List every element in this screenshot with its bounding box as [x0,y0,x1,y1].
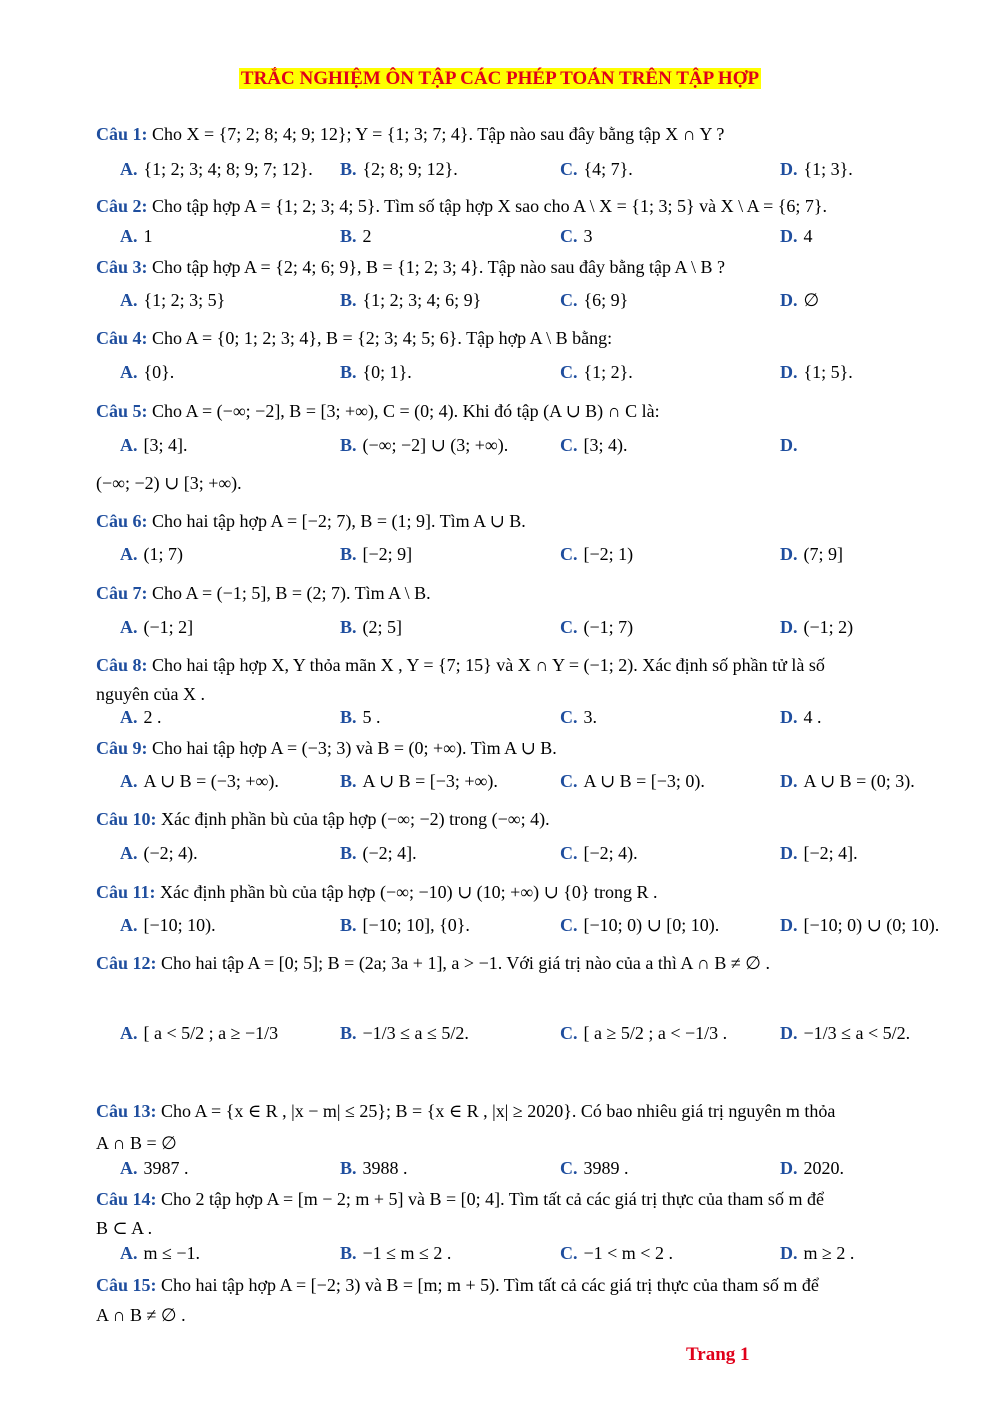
option-c[interactable]: C. (−1; 7) [560,617,634,637]
option-a[interactable]: A. [ a < 5/2 ; a ≥ −1/3 [120,1023,279,1043]
option-c[interactable]: C. [ a ≥ 5/2 ; a < −1/3 . [560,1023,728,1043]
option-a[interactable]: A. {1; 2; 3; 4; 8; 9; 7; 12}. [120,159,313,179]
question-8: Câu 8: Cho hai tập hợp X, Y thỏa mãn X , Y = {7; 15} và X ∩ Y = (−1; 2). Xác định số phần tử là số [96,655,825,675]
option-c[interactable]: C. [−2; 4). [560,843,638,863]
question-15: Câu 15: Cho hai tập hợp A = [−2; 3) và B = [m; m + 5). Tìm tất cả các giá trị thực của tham số m để [96,1275,819,1295]
option-b[interactable]: B. 5 . [340,707,381,727]
option-d[interactable]: D. [−10; 0) ∪ (0; 10). [780,915,940,935]
question-14-continuation: B ⊂ A . [96,1218,153,1238]
question-4: Câu 4: Cho A = {0; 1; 2; 3; 4}, B = {2; 3; 4; 5; 6}. Tập hợp A \ B bằng: [96,328,613,348]
question-14: Câu 14: Cho 2 tập hợp A = [m − 2; m + 5] và B = [0; 4]. Tìm tất cả các giá trị thực của tham số m để [96,1189,824,1209]
option-b[interactable]: B. A ∪ B = [−3; +∞). [340,771,498,791]
option-a[interactable]: A. A ∪ B = (−3; +∞). [120,771,279,791]
page-number: Trang 1 [686,1344,750,1365]
option-d[interactable]: D. (7; 9] [780,544,843,564]
question-1: Câu 1: Cho X = {7; 2; 8; 4; 9; 12}; Y = {1; 3; 7; 4}. Tập nào sau đây bằng tập X ∩ Y ? [96,124,725,144]
option-c[interactable]: C. −1 < m < 2 . [560,1243,673,1263]
option-a[interactable]: A. m ≤ −1. [120,1243,201,1263]
option-c[interactable]: C. {6; 9} [560,290,629,310]
question-2: Câu 2: Cho tập hợp A = {1; 2; 3; 4; 5}. Tìm số tập hợp X sao cho A \ X = {1; 3; 5} và X \ A = {6; 7}. [96,196,828,216]
option-a[interactable]: A. 1 [120,226,153,246]
option-c[interactable]: C. [−2; 1) [560,544,634,564]
option-a[interactable]: A. {0}. [120,362,175,382]
option-b[interactable]: B. {0; 1}. [340,362,412,382]
option-d[interactable]: D. (−1; 2) [780,617,854,637]
question-6: Câu 6: Cho hai tập hợp A = [−2; 7), B = (1; 9]. Tìm A ∪ B. [96,511,526,531]
option-b[interactable]: B. [−2; 9] [340,544,413,564]
question-5: Câu 5: Cho A = (−∞; −2], B = [3; +∞), C = (0; 4). Khi đó tập (A ∪ B) ∩ C là: [96,401,660,421]
question-11: Câu 11: Xác định phần bù của tập hợp (−∞; −10) ∪ (10; +∞) ∪ {0} trong R . [96,882,658,902]
option-d[interactable]: D. 4 [780,226,813,246]
option-a[interactable]: A. {1; 2; 3; 5} [120,290,226,310]
option-b[interactable]: B. {1; 2; 3; 4; 6; 9} [340,290,482,310]
option-d[interactable]: D. 2020. [780,1158,844,1178]
option-a[interactable]: A. [−10; 10). [120,915,216,935]
question-3: Câu 3: Cho tập hợp A = {2; 4; 6; 9}, B = {1; 2; 3; 4}. Tập nào sau đây bằng tập A \ B ? [96,257,726,277]
option-c[interactable]: C. [−10; 0) ∪ [0; 10). [560,915,720,935]
question-15-continuation: A ∩ B ≠ ∅ . [96,1305,186,1325]
option-d[interactable]: D. A ∪ B = (0; 3). [780,771,915,791]
option-c[interactable]: C. A ∪ B = [−3; 0). [560,771,705,791]
option-d-continuation: (−∞; −2) ∪ [3; +∞). [96,473,242,493]
option-d[interactable]: D. {1; 5}. [780,362,853,382]
question-10: Câu 10: Xác định phần bù của tập hợp (−∞; −2) trong (−∞; 4). [96,809,550,829]
option-c[interactable]: C. {4; 7}. [560,159,633,179]
option-d[interactable]: D. {1; 3}. [780,159,853,179]
option-c[interactable]: C. 3989 . [560,1158,629,1178]
option-a[interactable]: A. 2 . [120,707,162,727]
option-b[interactable]: B. (−∞; −2] ∪ (3; +∞). [340,435,509,455]
question-13: Câu 13: Cho A = {x ∈ R , |x − m| ≤ 25}; B = {x ∈ R , |x| ≥ 2020}. Có bao nhiêu giá trị nguyên m thỏa [96,1101,836,1121]
option-a[interactable]: A. [3; 4]. [120,435,188,455]
question-12: Câu 12: Cho hai tập A = [0; 5]; B = (2a; 3a + 1], a > −1. Với giá trị nào của a thì A ∩ B ≠ ∅ . [96,953,770,973]
option-c[interactable]: C. [3; 4). [560,435,628,455]
question-7: Câu 7: Cho A = (−1; 5], B = (2; 7). Tìm A \ B. [96,583,431,603]
option-d[interactable]: D. m ≥ 2 . [780,1243,855,1263]
option-b[interactable]: B. −1/3 ≤ a ≤ 5/2. [340,1023,469,1043]
option-b[interactable]: B. (2; 5] [340,617,403,637]
option-c[interactable]: C. 3 [560,226,593,246]
option-a[interactable]: A. (−1; 2] [120,617,194,637]
option-c[interactable]: C. {1; 2}. [560,362,633,382]
question-13-continuation: A ∩ B = ∅ [96,1133,177,1153]
question-8-continuation: nguyên của X . [96,684,205,704]
option-b[interactable]: B. −1 ≤ m ≤ 2 . [340,1243,452,1263]
option-a[interactable]: A. (1; 7) [120,544,183,564]
option-b[interactable]: B. (−2; 4]. [340,843,417,863]
option-d[interactable]: D. 4 . [780,707,822,727]
option-d[interactable]: D. −1/3 ≤ a < 5/2. [780,1023,911,1043]
option-b[interactable]: B. [−10; 10], {0}. [340,915,470,935]
option-d[interactable]: D. ∅ [780,290,820,310]
option-a[interactable]: A. (−2; 4). [120,843,198,863]
question-9: Câu 9: Cho hai tập hợp A = (−3; 3) và B = (0; +∞). Tìm A ∪ B. [96,738,557,758]
option-b[interactable]: B. 2 [340,226,372,246]
option-a[interactable]: A. 3987 . [120,1158,189,1178]
option-b[interactable]: B. 3988 . [340,1158,408,1178]
option-b[interactable]: B. {2; 8; 9; 12}. [340,159,458,179]
option-d[interactable]: D. [−2; 4]. [780,843,858,863]
option-d[interactable]: D. [780,435,798,455]
option-c[interactable]: C. 3. [560,707,597,727]
page-title: TRẮC NGHIỆM ÔN TẬP CÁC PHÉP TOÁN TRÊN TẬP HỢP [240,68,760,89]
